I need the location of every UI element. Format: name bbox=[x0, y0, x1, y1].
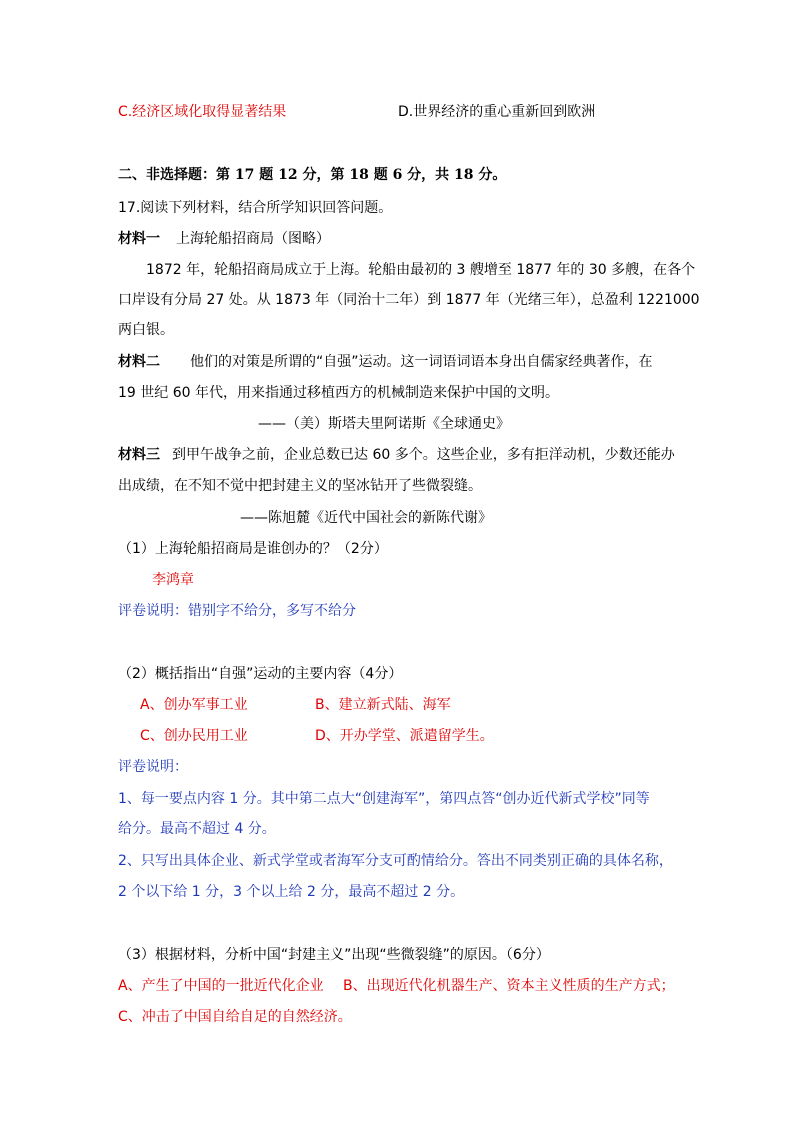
material-3-text-1: 到甲午战争之前，企业总数已达 60 多个。这些企业，多有拒洋动机，少数还能办 bbox=[172, 447, 675, 463]
option-d: D.世界经济的重心重新回到欧洲 bbox=[398, 104, 596, 120]
sub-2-answer-b: B、建立新式陆、海军 bbox=[315, 697, 451, 713]
grading-note-2-title: 评卷说明： bbox=[118, 759, 188, 775]
sub-question-2: （2）概括指出“自强”运动的主要内容（4分） bbox=[118, 666, 403, 682]
material-3-source: ——陈旭麓《近代中国社会的新陈代谢》 bbox=[240, 510, 492, 526]
material-1-label: 材料一 bbox=[118, 231, 160, 247]
grading-note-2-item-1a: 1、每一要点内容 1 分。其中第二点大“创建海军”，第四点答“创办近代新式学校”同等 bbox=[118, 791, 650, 807]
material-2-line-1 bbox=[118, 352, 653, 372]
sub-2-answer-a: A、创办军事工业 bbox=[140, 697, 248, 713]
sub-3-answer-c: C、冲击了中国自给自足的自然经济。 bbox=[118, 1009, 352, 1025]
grading-note-1: 评卷说明：错别字不给分，多写不给分 bbox=[118, 603, 356, 619]
sub-question-1: （1）上海轮船招商局是谁创办的？（2分） bbox=[118, 541, 388, 557]
material-1-line-3: 两白银。 bbox=[118, 322, 174, 338]
grading-note-2-item-1b: 给分。最高不超过 4 分。 bbox=[118, 821, 276, 837]
material-1-header bbox=[118, 229, 330, 249]
sub-2-answer-c: C、创办民用工业 bbox=[140, 728, 248, 744]
material-3-line-1 bbox=[118, 445, 675, 465]
sub-3-answer-a: A、产生了中国的一批近代化企业 bbox=[118, 978, 324, 994]
option-c: C.经济区域化取得显著结果 bbox=[118, 104, 287, 120]
material-2-source: ——（美）斯塔夫里阿诺斯《全球通史》 bbox=[258, 416, 510, 432]
material-2-label: 材料二 bbox=[118, 354, 160, 370]
material-1-line-1: 1872 年，轮船招商局成立于上海。轮船由最初的 3 艘增至 1877 年的 30 多艘，在各个 bbox=[146, 262, 696, 278]
section-heading: 二、非选择题：第 17 题 12 分，第 18 题 6 分，共 18 分。 bbox=[118, 167, 507, 183]
material-2-text-1: 他们的对策是所谓的“自强”运动。这一词语词语本身出自儒家经典著作，在 bbox=[190, 354, 653, 370]
sub-question-3: （3）根据材料，分析中国“封建主义”出现“些微裂缝”的原因。（6分） bbox=[118, 947, 550, 963]
material-1-title: 上海轮船招商局（图略） bbox=[176, 231, 330, 247]
q17-prompt: 17.阅读下列材料，结合所学知识回答问题。 bbox=[118, 200, 393, 216]
material-3-line-2: 出成绩，在不知不觉中把封建主义的坚冰钻开了些微裂缝。 bbox=[118, 478, 482, 494]
grading-note-2-item-2a: 2、只写出具体企业、新式学堂或者海军分支可酌情给分。答出不同类别正确的具体名称， bbox=[118, 853, 673, 869]
sub-answer-1: 李鸿章 bbox=[152, 572, 194, 588]
sub-3-answer-b: B、出现近代化机器生产、资本主义性质的生产方式； bbox=[343, 978, 675, 994]
material-3-label: 材料三 bbox=[118, 447, 160, 463]
grading-note-2-item-2b: 2 个以下给 1 分，3 个以上给 2 分，最高不超过 2 分。 bbox=[118, 884, 465, 900]
material-1-line-2: 口岸设有分局 27 处。从 1873 年（同治十二年）到 1877 年（光绪三年），总盈利 1221000 bbox=[118, 292, 700, 308]
material-2-line-2: 19 世纪 60 年代，用来指通过移植西方的机械制造来保护中国的文明。 bbox=[118, 385, 559, 401]
sub-2-answer-d: D、开办学堂、派遣留学生。 bbox=[315, 728, 494, 744]
